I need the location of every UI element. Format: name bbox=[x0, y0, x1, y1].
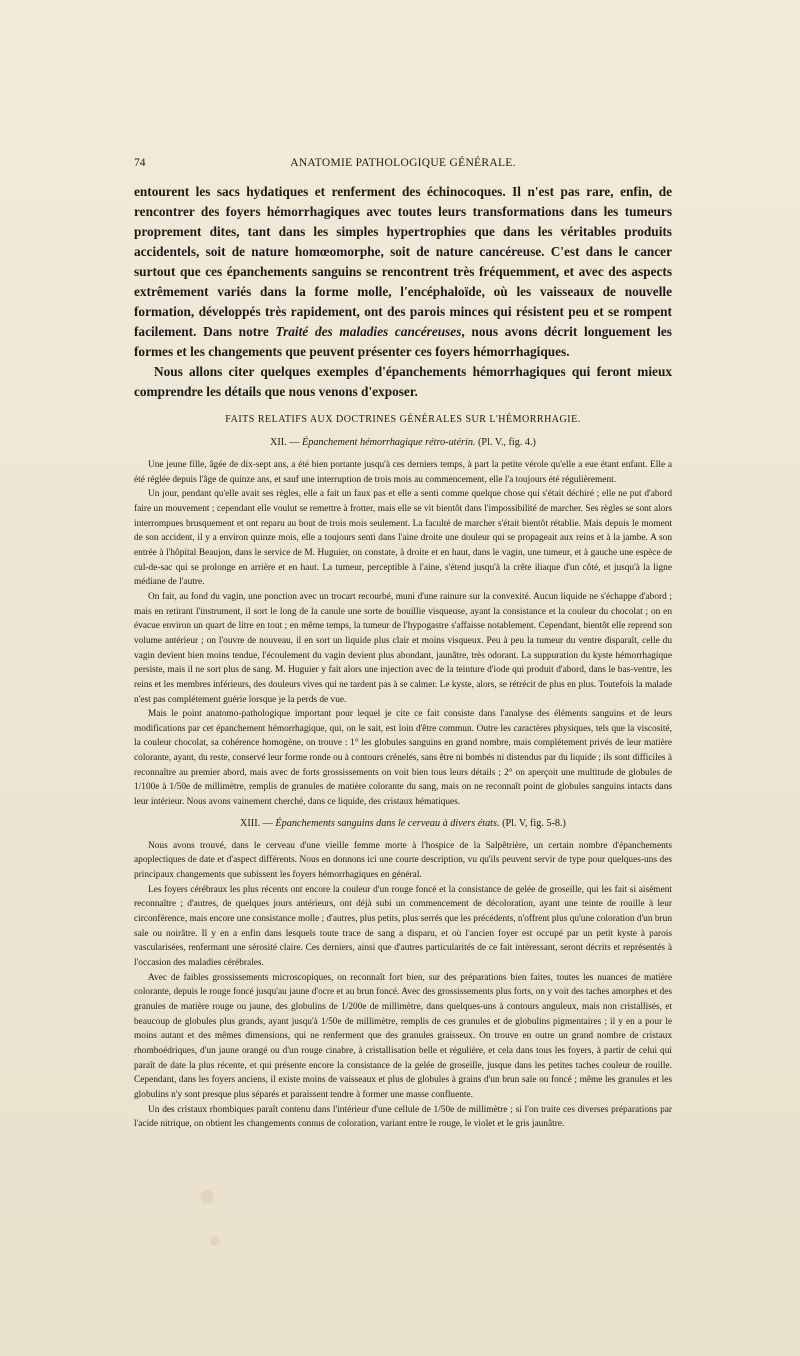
page-number: 74 bbox=[134, 157, 146, 169]
case-body bbox=[134, 839, 672, 1132]
case-paragraph: Mais le point anatomo-pathologique important pour lequel je cite ce fait consiste dans l'analyse des éléments sanguins et de leurs modifications par cet épanchement hémorrhagique, qui, on le sait, est loin d'être commun. Outre les caractères physiques, tels que la viscosité, la couleur chocolat, sa cohérence homogène, on trouve : 1° les globules sanguins en grand nombre, mais complétement privés de leur matière colorante, ayant, du reste, conservé leur forme ronde ou à contours crénelés, sans être ni bombés ni distendus par du liquide ; ils sont difficiles à reconnaître au premier abord, mais avec de forts grossissements on voit bien tous leurs détails ; 2° on aperçoit une multitude de globules de 1/100e à 1/50e de millimètre, remplis de granules de matière colorante du sang, mais on ne reconnaît point de globules sanguins intacts dans leur intérieur. Nous avons vainement cherché, dans ce liquide, des cristaux hématiques. bbox=[134, 709, 672, 808]
case-title bbox=[134, 437, 672, 448]
intro-text-part: , nous avons décrit longuement les formes et les changements que peuvent présenter ces foyers hémorrhagiques. bbox=[134, 324, 672, 359]
book-title: Traité des maladies cancéreuses bbox=[275, 324, 462, 339]
intro-paragraph: Nous allons citer quelques exemples d'épanchements hémorrhagiques qui feront mieux comprendre les détails que nous venons d'exposer. bbox=[134, 364, 672, 399]
case-body bbox=[134, 458, 672, 810]
intro-paragraph bbox=[134, 182, 672, 362]
case-paragraph: Les foyers cérébraux les plus récents ont encore la couleur d'un rouge foncé et la consistance de gelée de groseille, qui les fait si aisément reconnaître ; d'autres, de quelques jours antérieurs, ont déjà subi un commencement de décoloration, ayant une teinte de rouille à leur circonférence, mais encore une consistance molle ; d'autres, plus petits, plus serrés que les précédents, n'offrent plus qu'une coloration d'un brun sale ou noirâtre. Il y en a enfin dans lesquels toute trace de sang a disparu, et où l'ancien foyer est occupé par un petit kyste à parois vascularisées, renfermant une sérosité claire. Ces derniers, ainsi que d'autres particularités de ce fait intéressant, seront décrits et représentés à l'occasion des maladies cérébrales. bbox=[134, 884, 672, 968]
paper-stain bbox=[200, 1190, 214, 1204]
case-title bbox=[134, 818, 672, 829]
case-number: XIII. — bbox=[240, 817, 276, 829]
page-header bbox=[134, 157, 672, 175]
case-number: XII. — bbox=[270, 437, 303, 448]
plate-reference: (Pl. V., fig. 4.) bbox=[475, 437, 536, 448]
case-paragraph: Avec de faibles grossissements microscopiques, on reconnaît fort bien, sur des préparations bien faites, toutes les nuances de matière colorante, depuis le rouge foncé jusqu'au jaune d'ocre et au brun foncé. Avec des grossissements plus forts, on y voit des taches amorphes et des granules de matière rouge ou jaune, des globulins de 1/200e de millimètre, dans quelques-uns à contours anguleux, mais non cristallisés, et beaucoup de globules plus grands, ayant jusqu'à 1/50e de millimètre, remplis de ces granules et de globulins pigmentaires ; il y en a pour le moins autant et des mêmes dimensions, qui ne renferment que des granules graisseux. On trouve en outre un grand nombre de cristaux rhomboédriques, d'un jaune orangé ou d'un rouge cinabre, à cristallisation belle et régulière, et cela dans tous les foyers, à partir de celui qui paraît de date la plus récente, et qui présente encore la consistance de la gelée de groseille, jusque dans les petites taches couleur de rouille. Cependant, dans les foyers anciens, il existe moins de vaisseaux et plus de globules à grains d'un brun sale ou foncé ; même les granules et les globulins n'y sont presque plus séparés et paraissent tendre à former une masse confluente. bbox=[134, 972, 672, 1100]
running-head: ANATOMIE PATHOLOGIQUE GÉNÉRALE. bbox=[290, 157, 516, 169]
case-paragraph: Nous avons trouvé, dans le cerveau d'une vieille femme morte à l'hospice de la Salpêtrière, un certain nombre d'épanchements apoplectiques de date et d'aspect différents. Nous en donnons ici une courte description, vu qu'ils peuvent servir de type pour quelques-uns des principaux changements que subissent les foyers hémorrhagiques en général. bbox=[134, 840, 672, 881]
case-paragraph: Un jour, pendant qu'elle avait ses règles, elle a fait un faux pas et elle a senti comme quelque chose qui s'était déchiré ; elle ne put d'abord faire un mouvement ; cependant elle voulut se remettre à frotter, mais elle se vit bientôt dans l'impossibilité de marcher. Ses règles se sont alors interrompues brusquement et ont reparu au bout de trois mois seulement. La faculté de marcher s'était bientôt rétablie. Mais depuis le moment de son accident, il y a environ quinze mois, elle a toujours senti dans l'aine droite une douleur qui se propageait aux reins et à la jambe. A son entrée à l'hôpital Beaujon, dans le service de M. Huguier, on constate, à droite et en haut, dans le vagin, une tumeur, et à gauche une espèce de cul-de-sac qui se prolonge en arrière et en haut. La tumeur, perceptible à l'aine, s'étend jusqu'à la crête iliaque d'un côté, et jusqu'à la ligne médiane de l'autre. bbox=[134, 489, 672, 588]
intro-text bbox=[134, 182, 672, 402]
paper-stain bbox=[210, 1236, 220, 1246]
section-heading: FAITS RELATIFS AUX DOCTRINES GÉNÉRALES SUR L'HÉMORRHAGIE. bbox=[225, 414, 581, 425]
page-content bbox=[134, 157, 672, 1132]
case-name: Épanchements sanguins dans le cerveau à divers états. bbox=[275, 817, 500, 829]
case-paragraph: Une jeune fille, âgée de dix-sept ans, a été bien portante jusqu'à ces derniers temps, à part la petite vérole qu'elle a eue étant enfant. Elle a été réglée depuis l'âge de quinze ans, et sauf une interruption de trois mois au commencement, elle l'a toujours été régulièrement. bbox=[134, 460, 672, 485]
case-name: Épanchement hémorrhagique rétro-utérin. bbox=[302, 437, 476, 448]
case-paragraph: On fait, au fond du vagin, une ponction avec un trocart recourbé, muni d'une rainure sur la convexité. Aucun liquide ne s'échappe d'abord ; mais en retirant l'instrument, il sort le long de la canule une sorte de bouillie visqueuse, ayant la consistance et la couleur du chocolat ; on en évacue environ un quart de litre en tout ; en même temps, la tumeur de l'hypogastre s'affaisse notablement. Cependant, bientôt elle reprend son volume antérieur ; on l'ouvre de nouveau, il en sort un liquide plus clair et moins visqueux. Peu à peu la tumeur du ventre disparaît, celle du vagin devient bien moins tendue, l'écoulement du vagin devient plus abondant, jaunâtre, très odorant. La suppuration du kyste hémorrhagique persiste, mais il ne sort plus de sang. M. Huguier y fait alors une injection avec de la teinture d'iode qui produit d'abord, dans le bas-ventre, les reins et les membres inférieurs, des douleurs vives qui ne tardent pas à se calmer. Le kyste, alors, se rétrécit de plus en plus. Toutefois la malade n'est pas complétement guérie lorsque je la perds de vue. bbox=[134, 591, 672, 705]
plate-reference: (Pl. V, fig. 5-8.) bbox=[499, 817, 566, 829]
intro-text-part: entourent les sacs hydatiques et renferment des échinocoques. Il n'est pas rare, enfin, de rencontrer des foyers hémorrhagiques avec toutes leurs transformations dans les tumeurs proprement dites, tant dans les simples hypertrophies que dans les véritables produits accidentels, soit de nature homœomorphe, soit de nature cancéreuse. C'est dans le cancer surtout que ces épanchements sanguins se rencontrent très fréquemment, et avec des aspects extrêmement variés dans la forme molle, l'encéphaloïde, où les vaisseaux de nouvelle formation, développés très rapidement, ont des parois minces qui résistent peu et se rompent facilement. Dans notre bbox=[134, 184, 672, 339]
case-paragraph: Un des cristaux rhombiques paraît contenu dans l'intérieur d'une cellule de 1/50e de millimètre ; si l'on traite ces diverses préparations par l'acide nitrique, on obtient les changements connus de coloration, variant entre le rouge, le violet et le gris jaunâtre. bbox=[134, 1104, 672, 1130]
